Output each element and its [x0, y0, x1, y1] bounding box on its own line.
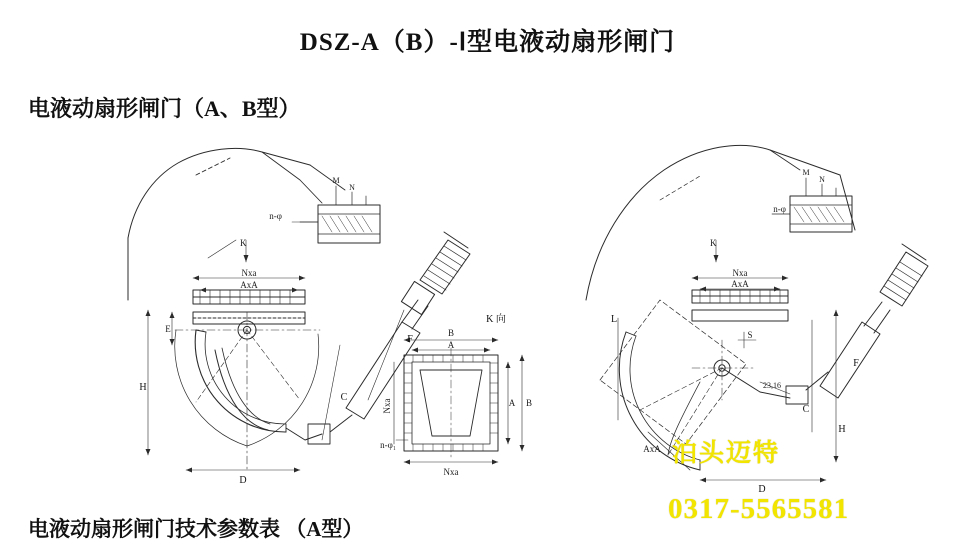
label-left-k: K [240, 238, 247, 248]
section-subtitle: 电液动扇形闸门（A、B型） [28, 96, 301, 121]
label-right-f: F [853, 358, 859, 369]
label-middle-a-top: A [447, 340, 455, 350]
label-right-k: K [710, 238, 717, 248]
label-left-e: E [165, 324, 171, 334]
label-middle-nxa-left: Nxa [382, 398, 392, 414]
label-left-nxa: Nxa [241, 268, 257, 278]
page-title: DSZ-A（B）-Ⅰ型电液动扇形闸门 [299, 29, 676, 56]
label-right-l: L [610, 314, 618, 325]
label-right-axa2: AxA [643, 444, 661, 454]
label-middle-a-right: A [508, 398, 516, 408]
label-middle-title: K 向 [486, 314, 506, 325]
label-right-d: D [758, 484, 766, 495]
label-right-m: M [802, 168, 810, 177]
watermark-phone: 0317-5565581 [668, 493, 850, 525]
label-middle-b-top: B [447, 328, 455, 338]
label-middle-n-phi1: n-φ₁ [380, 440, 396, 450]
label-left-d: D [239, 475, 247, 486]
label-left-n-phi: n-φ [269, 211, 282, 221]
right-view-group [586, 145, 928, 482]
label-right-h: H [838, 424, 846, 435]
middle-view-group [394, 338, 525, 465]
watermark-company: 泊头迈特 [672, 440, 781, 467]
label-right-2316: 23,16 [763, 381, 781, 390]
label-left-f: F [407, 334, 413, 345]
label-left-c: C [340, 392, 348, 403]
label-right-nxa: Nxa [732, 268, 748, 278]
label-right-c: C [802, 404, 810, 415]
parameters-table-title: 电液动扇形闸门技术参数表 （A型） [28, 517, 364, 541]
left-view-group [128, 148, 470, 472]
label-right-n: N [819, 175, 825, 184]
label-left-m: M [332, 176, 340, 185]
label-left-h: H [139, 382, 147, 393]
label-right-s: S [747, 330, 753, 340]
label-right-n-phi: n-φ [773, 204, 786, 214]
label-middle-b-right: B [525, 398, 533, 408]
label-left-axa: AxA [240, 280, 258, 290]
label-right-axa: AxA [731, 279, 749, 289]
label-left-n: N [349, 183, 355, 192]
label-middle-nxa-bottom: Nxa [443, 467, 459, 477]
